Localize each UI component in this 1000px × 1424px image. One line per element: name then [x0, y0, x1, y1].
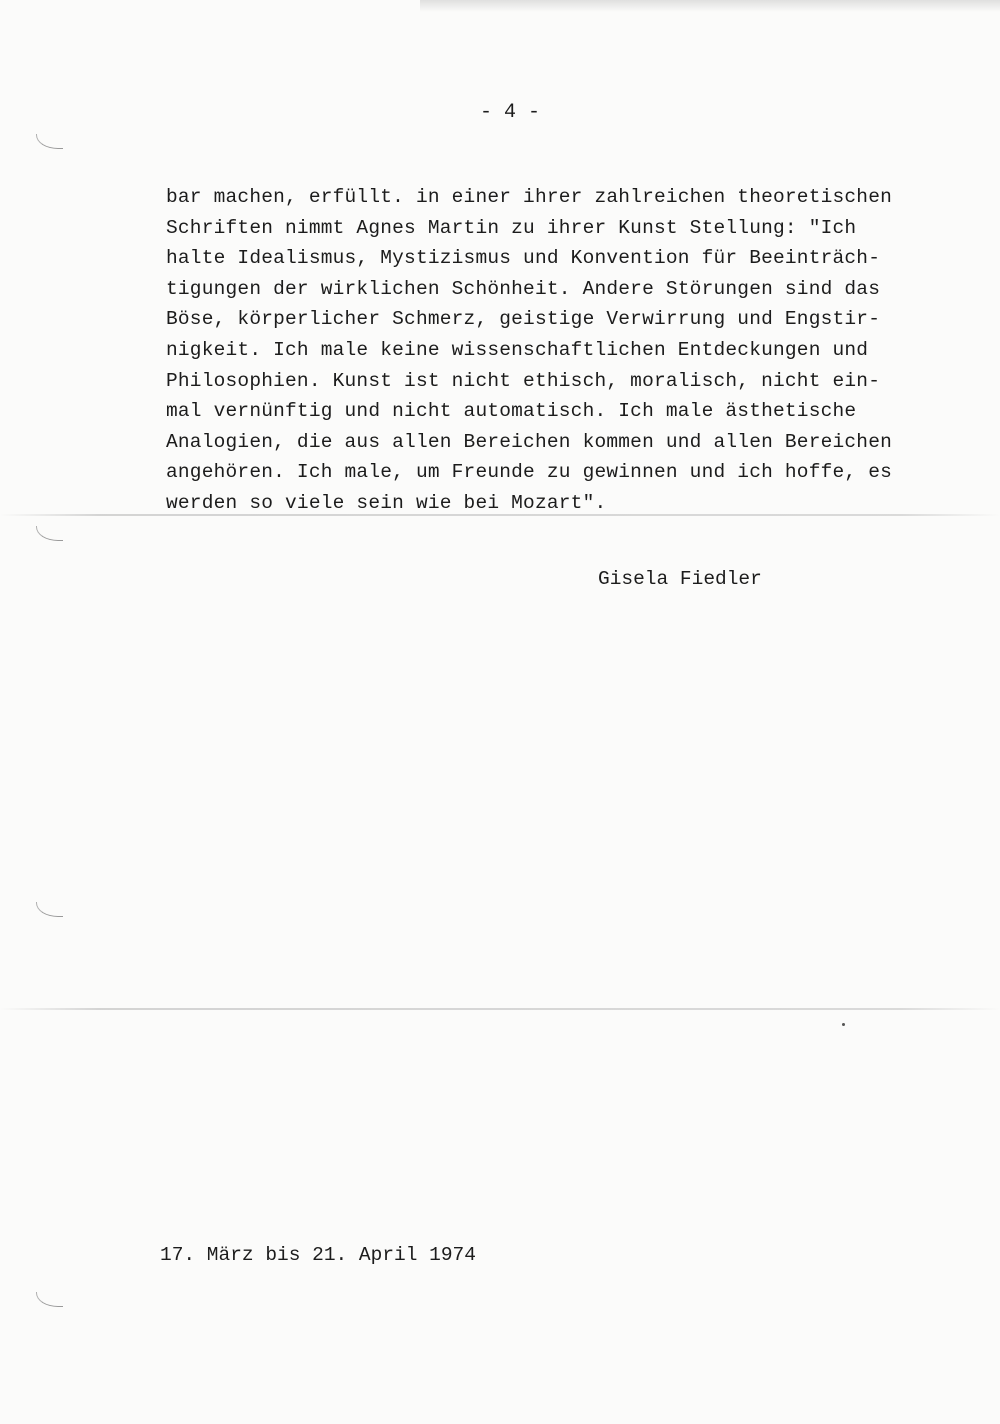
text-line: Böse, körperlicher Schmerz, geistige Verwirrung und Engstir-	[166, 308, 881, 331]
paper-edge-shadow	[420, 0, 1000, 12]
punch-hole-mark	[36, 134, 63, 149]
page-number: - 4 -	[479, 101, 540, 124]
body-paragraph	[166, 182, 966, 519]
text-line: bar machen, erfüllt. in einer ihrer zahlreichen theoretischen	[166, 186, 893, 208]
text-line: Schriften nimmt Agnes Martin zu ihrer Kunst Stellung: "Ich	[166, 216, 857, 239]
text-line: mal vernünftig und nicht automatisch. Ich male ästhetische	[166, 400, 857, 423]
text-line: tigungen der wirklichen Schönheit. Andere Störungen sind das	[166, 277, 881, 300]
exhibition-dates: 17. März bis 21. April 1974	[160, 1244, 476, 1266]
ink-speck	[842, 1023, 845, 1026]
text-line: Analogien, die aus allen Bereichen kommen und allen Bereichen	[166, 430, 893, 453]
punch-hole-mark	[36, 526, 63, 541]
author-signature: Gisela Fiedler	[598, 568, 762, 590]
text-line: werden so viele sein wie bei Mozart".	[166, 491, 607, 514]
punch-hole-mark	[36, 902, 63, 917]
text-line: nigkeit. Ich male keine wissenschaftlichen Entdeckungen und	[166, 338, 869, 361]
paper-fold-line	[0, 1008, 1000, 1010]
punch-hole-mark	[36, 1292, 63, 1307]
text-line: halte Idealismus, Mystizismus und Konvention für Beeinträch-	[166, 247, 881, 270]
text-line: Philosophien. Kunst ist nicht ethisch, moralisch, nicht ein-	[166, 369, 881, 392]
text-line: angehören. Ich male, um Freunde zu gewinnen und ich hoffe, es	[166, 461, 893, 484]
